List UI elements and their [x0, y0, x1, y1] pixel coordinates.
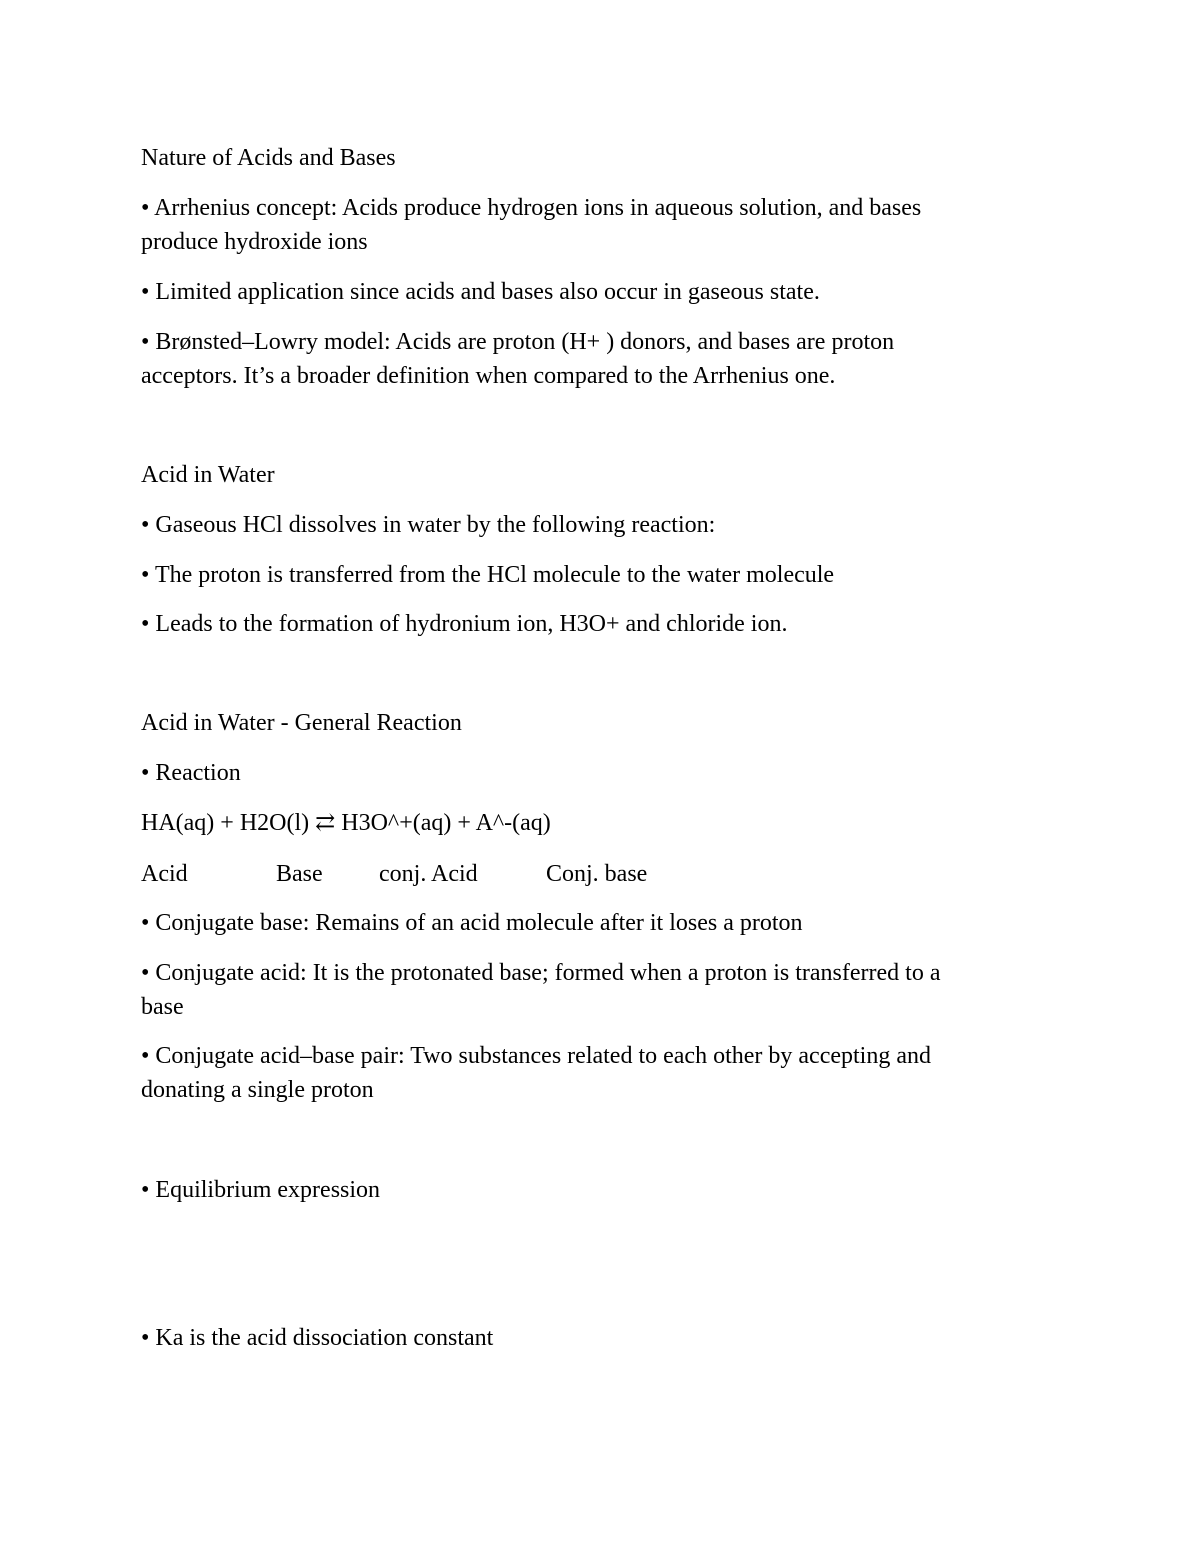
bullet-conjugate-pair-line2: donating a single proton — [141, 1077, 374, 1103]
bullet-equilibrium-expression: • Equilibrium expression — [141, 1177, 381, 1203]
label-conj-base: Conj. base — [546, 861, 648, 887]
bullet-ka-definition: • Ka is the acid dissociation constant — [141, 1325, 494, 1351]
section-heading-nature: Nature of Acids and Bases — [141, 145, 396, 171]
bullet-proton-transfer: • The proton is transferred from the HCl molecule to the water molecule — [141, 562, 835, 588]
bullet-hydronium-formation: • Leads to the formation of hydronium ion, H3O+ and chloride ion. — [141, 611, 788, 637]
section-heading-general-reaction: Acid in Water - General Reaction — [141, 710, 462, 736]
section-heading-acid-in-water: Acid in Water — [141, 462, 275, 488]
bullet-arrhenius — [141, 191, 1071, 259]
bullet-arrhenius-line2: produce hydroxide ions — [141, 229, 368, 255]
bullet-limited-application: • Limited application since acids and bases also occur in gaseous state. — [141, 279, 820, 305]
bullet-conjugate-pair — [141, 1039, 1071, 1107]
bullet-bronsted-lowry — [141, 325, 1071, 393]
label-conj-acid: conj. Acid — [379, 861, 478, 887]
label-base: Base — [276, 861, 323, 887]
bullet-conjugate-acid-line2: base — [141, 994, 184, 1020]
bullet-conjugate-base: • Conjugate base: Remains of an acid molecule after it loses a proton — [141, 910, 803, 936]
bullet-bronsted-line1: • Brønsted–Lowry model: Acids are proton (H+ ) donors, and bases are proton — [141, 329, 895, 355]
bullet-conjugate-pair-line1: • Conjugate acid–base pair: Two substances related to each other by accepting and — [141, 1043, 931, 1069]
bullet-hcl-dissolves: • Gaseous HCl dissolves in water by the following reaction: — [141, 512, 716, 538]
bullet-arrhenius-line1: • Arrhenius concept: Acids produce hydrogen ions in aqueous solution, and bases — [141, 195, 922, 221]
bullet-reaction: • Reaction — [141, 760, 241, 786]
bullet-conjugate-acid-line1: • Conjugate acid: It is the protonated base; formed when a proton is transferred to a — [141, 960, 941, 986]
bullet-conjugate-acid — [141, 956, 1071, 1024]
label-acid: Acid — [141, 861, 188, 887]
reaction-equation: HA(aq) + H2O(l) ⇄ H3O^+(aq) + A^-(aq) — [141, 810, 551, 836]
bullet-bronsted-line2: acceptors. It’s a broader definition when compared to the Arrhenius one. — [141, 363, 836, 389]
